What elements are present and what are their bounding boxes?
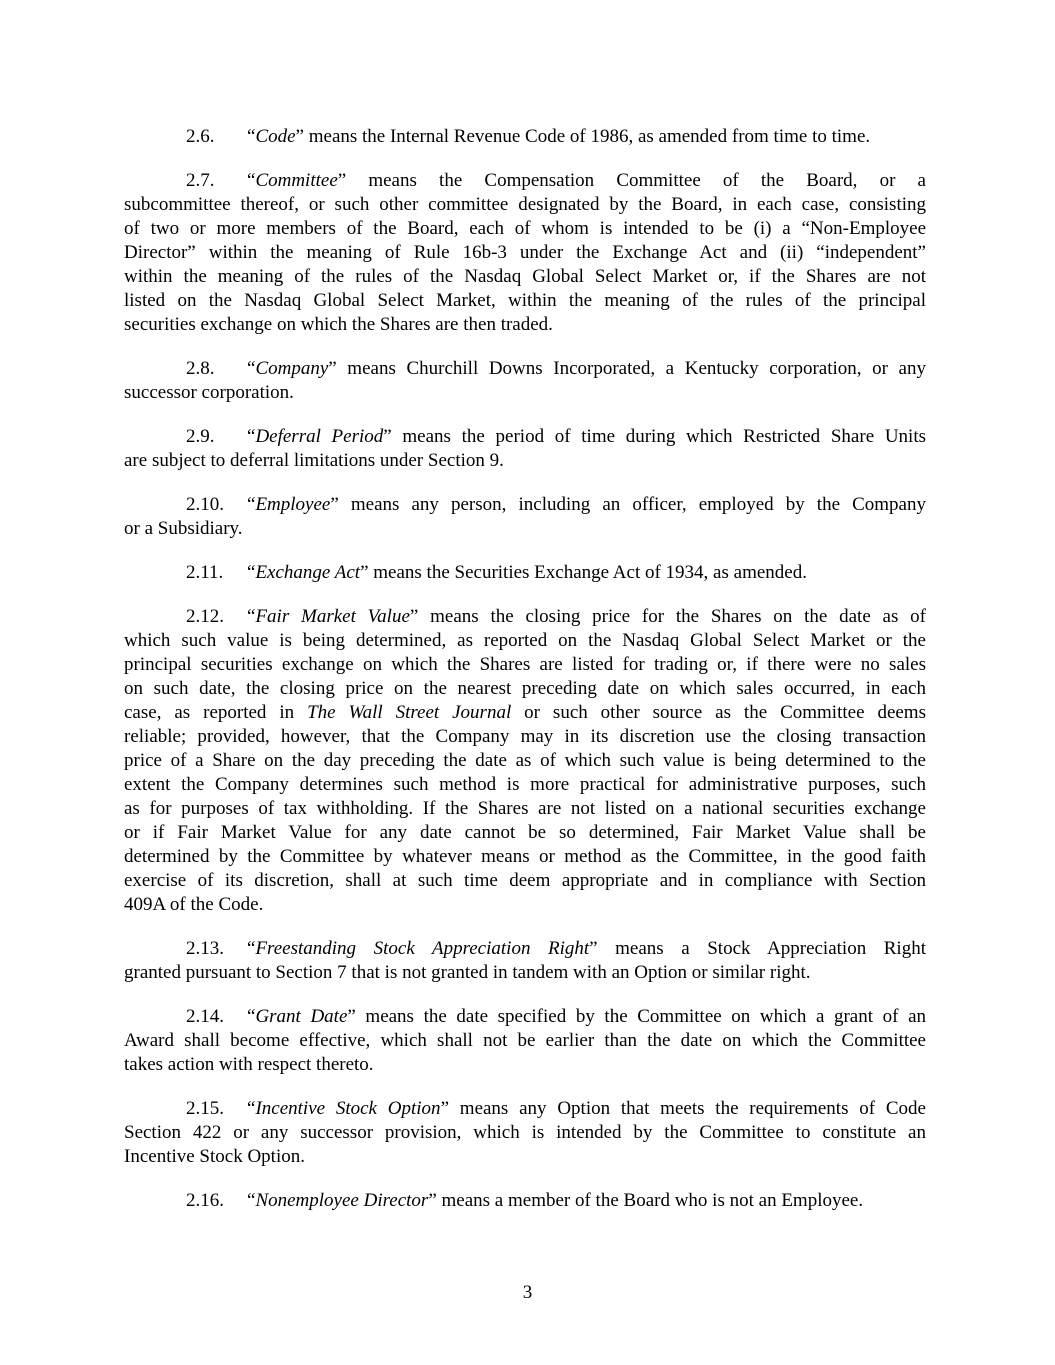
section-number: 2.6. (186, 126, 215, 147)
text-segment: ” means a Stock Appreciation Right (589, 938, 926, 959)
definition-paragraph (124, 937, 926, 985)
text-line (124, 289, 926, 313)
text-line (124, 561, 926, 585)
definition-paragraph (124, 1189, 926, 1213)
section-number: 2.10. (186, 494, 224, 515)
text-segment: “ (247, 938, 256, 959)
text-segment: ” means the closing price for the Shares on the date as of (409, 606, 926, 627)
defined-term: The Wall Street Journal (307, 702, 512, 723)
text-segment: Section 422 or any successor provision, which is intended by the Committee to constitute an (124, 1122, 926, 1143)
definition-paragraph (124, 493, 926, 541)
text-line (124, 749, 926, 773)
text-line (124, 1189, 926, 1213)
text-segment: extent the Company determines such method is more practical for administrative purposes, such (124, 774, 926, 795)
section-number: 2.16. (186, 1190, 224, 1211)
text-line (124, 1145, 926, 1169)
text-line (124, 701, 926, 725)
text-segment: “ (247, 426, 256, 447)
text-segment: ” means the Internal Revenue Code of 1986, as amended from time to time. (295, 126, 871, 147)
text-segment: reliable; provided, however, that the Company may in its discretion use the closing transaction (124, 726, 926, 747)
text-segment: principal securities exchange on which the Shares are listed for trading or, if there were no sales (124, 654, 926, 675)
definition-paragraph (124, 357, 926, 405)
section-number: 2.9. (186, 426, 215, 447)
text-line (124, 653, 926, 677)
text-line (124, 773, 926, 797)
text-segment: “ (247, 1190, 256, 1211)
text-segment: case, as reported in (124, 702, 308, 723)
defined-term: Committee (255, 170, 338, 191)
text-segment: price of a Share on the day preceding the date as of which such value is being determined to the (124, 750, 926, 771)
text-line (124, 493, 926, 517)
text-line (124, 677, 926, 701)
text-line (124, 821, 926, 845)
text-segment: “ (247, 562, 256, 583)
definition-paragraph (124, 425, 926, 473)
definition-paragraph (124, 561, 926, 585)
text-segment: Award shall become effective, which shall not be earlier than the date on which the Committee (124, 1030, 926, 1051)
definition-paragraph (124, 1097, 926, 1169)
defined-term: Freestanding Stock Appreciation Right (255, 938, 590, 959)
text-line (124, 869, 926, 893)
text-segment: granted pursuant to Section 7 that is not granted in tandem with an Option or similar right. (124, 962, 811, 983)
text-segment: 409A of the Code. (124, 894, 264, 915)
text-segment: which such value is being determined, as reported on the Nasdaq Global Select Market or the (124, 630, 926, 651)
text-segment: “ (247, 494, 256, 515)
text-segment: as for purposes of tax withholding. If the Shares are not listed on a national securities exchange (124, 798, 926, 819)
section-number: 2.8. (186, 358, 215, 379)
text-segment: “ (247, 126, 256, 147)
text-line (124, 629, 926, 653)
text-line (124, 265, 926, 289)
text-segment: ” means the period of time during which Restricted Share Units (383, 426, 926, 447)
text-line (124, 1005, 926, 1029)
text-segment: exercise of its discretion, shall at such time deem appropriate and in compliance with Section (124, 870, 926, 891)
text-line (124, 241, 926, 265)
text-segment: ” means the Securities Exchange Act of 1934, as amended. (360, 562, 807, 583)
text-line (124, 605, 926, 629)
text-segment: are subject to deferral limitations under Section 9. (124, 450, 504, 471)
text-segment: ” means a member of the Board who is not an Employee. (428, 1190, 864, 1211)
text-line (124, 449, 926, 473)
defined-term: Nonemployee Director (255, 1190, 429, 1211)
text-segment: ” means any person, including an officer, employed by the Company (330, 494, 926, 515)
text-line (124, 1121, 926, 1145)
text-line (124, 797, 926, 821)
text-line (124, 217, 926, 241)
text-segment: Incentive Stock Option. (124, 1146, 305, 1167)
text-line (124, 169, 926, 193)
defined-term: Grant Date (255, 1006, 348, 1027)
text-segment: “ (247, 170, 256, 191)
document-body (124, 125, 926, 1233)
defined-term: Company (255, 358, 329, 379)
text-segment: ” means any Option that meets the requirements of Code (440, 1098, 926, 1119)
defined-term: Code (255, 126, 296, 147)
section-number: 2.14. (186, 1006, 224, 1027)
text-line (124, 193, 926, 217)
text-line (124, 725, 926, 749)
section-number: 2.11. (186, 562, 224, 583)
section-number: 2.12. (186, 606, 224, 627)
text-line (124, 313, 926, 337)
text-line (124, 845, 926, 869)
text-segment: determined by the Committee by whatever means or method as the Committee, in the good faith (124, 846, 926, 867)
text-line (124, 125, 926, 149)
text-segment: of two or more members of the Board, each of whom is intended to be (i) a “Non-Employee (124, 218, 926, 239)
text-segment: successor corporation. (124, 382, 294, 403)
text-segment: takes action with respect thereto. (124, 1054, 374, 1075)
text-segment: “ (247, 606, 256, 627)
text-line (124, 937, 926, 961)
text-line (124, 517, 926, 541)
text-segment: or if Fair Market Value for any date cannot be so determined, Fair Market Value shall be (124, 822, 926, 843)
section-number: 2.7. (186, 170, 215, 191)
text-segment: Director” within the meaning of Rule 16b-3 under the Exchange Act and (ii) “independent” (124, 242, 926, 263)
defined-term: Fair Market Value (255, 606, 410, 627)
definition-paragraph (124, 1005, 926, 1077)
text-segment: ” means the Compensation Committee of the Board, or a (337, 170, 926, 191)
page-number: 3 (522, 1282, 533, 1303)
text-segment: within the meaning of the rules of the Nasdaq Global Select Market or, if the Shares are not (124, 266, 926, 287)
defined-term: Deferral Period (255, 426, 384, 447)
text-segment: ” means Churchill Downs Incorporated, a Kentucky corporation, or any (328, 358, 926, 379)
text-segment: “ (247, 1006, 256, 1027)
defined-term: Exchange Act (255, 562, 361, 583)
definition-paragraph (124, 169, 926, 337)
text-segment: “ (247, 358, 256, 379)
text-line (124, 381, 926, 405)
text-segment: securities exchange on which the Shares are then traded. (124, 314, 553, 335)
text-line (124, 893, 926, 917)
definition-paragraph (124, 125, 926, 149)
definition-paragraph (124, 605, 926, 917)
text-line (124, 1097, 926, 1121)
text-line (124, 357, 926, 381)
text-segment: ” means the date specified by the Committee on which a grant of an (347, 1006, 927, 1027)
defined-term: Incentive Stock Option (255, 1098, 441, 1119)
text-line (124, 425, 926, 449)
defined-term: Employee (255, 494, 331, 515)
text-segment: “ (247, 1098, 256, 1119)
text-segment: listed on the Nasdaq Global Select Market, within the meaning of the rules of the principal (124, 290, 926, 311)
section-number: 2.15. (186, 1098, 224, 1119)
text-line (124, 961, 926, 985)
text-segment: or such other source as the Committee deems (511, 702, 926, 723)
text-segment: subcommittee thereof, or such other committee designated by the Board, in each case, consisting (124, 194, 926, 215)
text-line (124, 1029, 926, 1053)
text-segment: on such date, the closing price on the nearest preceding date on which sales occurred, in each (124, 678, 926, 699)
text-segment: or a Subsidiary. (124, 518, 243, 539)
section-number: 2.13. (186, 938, 224, 959)
text-line (124, 1053, 926, 1077)
